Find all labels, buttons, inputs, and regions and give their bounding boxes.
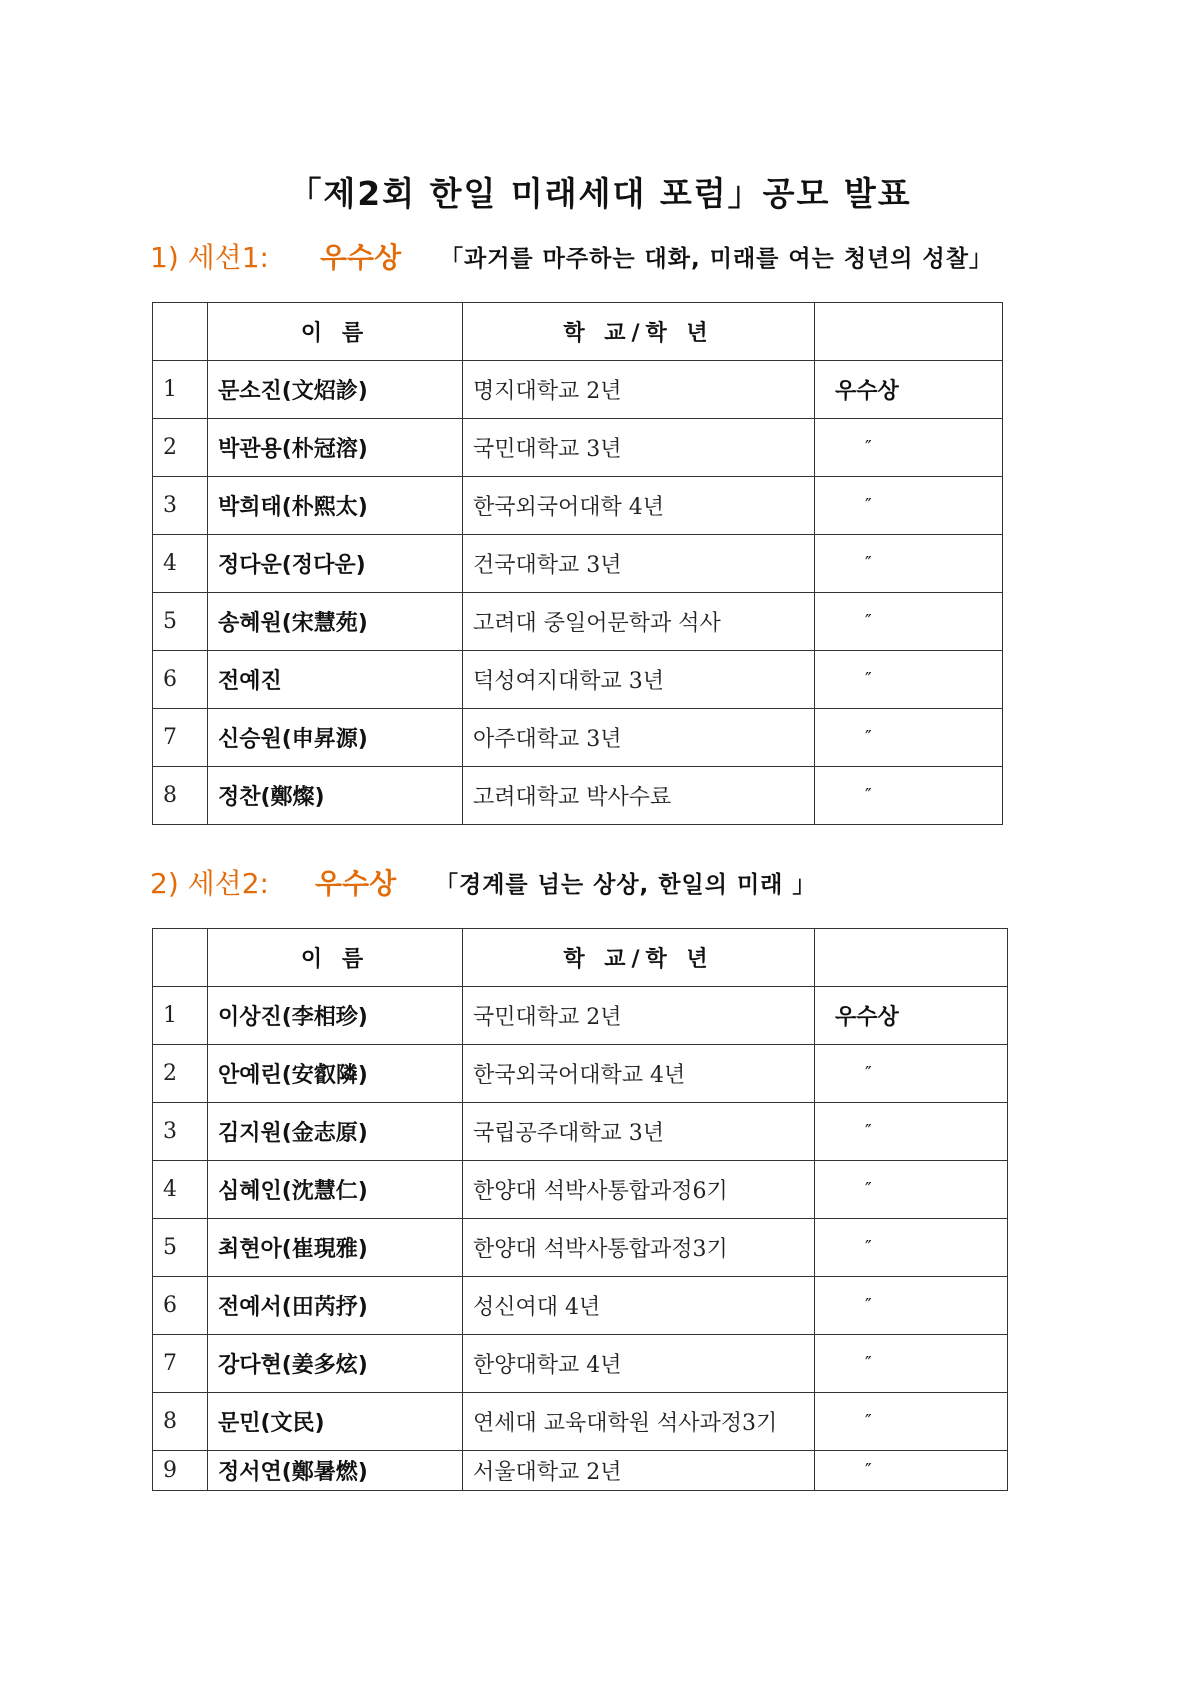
session-2-heading bbox=[150, 862, 1110, 906]
school-year: 덕성여지대학교 3년 bbox=[463, 651, 815, 709]
school-year: 명지대학교 2년 bbox=[463, 361, 815, 419]
table-row bbox=[153, 1277, 1008, 1335]
school-year: 서울대학교 2년 bbox=[463, 1451, 815, 1491]
session-1-table bbox=[152, 302, 1003, 825]
table-row bbox=[153, 535, 1003, 593]
ditto-mark: ″ bbox=[815, 651, 1003, 709]
ditto-mark: ″ bbox=[815, 535, 1003, 593]
table-row bbox=[153, 709, 1003, 767]
table-row bbox=[153, 1103, 1008, 1161]
ditto-mark: ″ bbox=[815, 477, 1003, 535]
table-row bbox=[153, 419, 1003, 477]
winner-name: 이상진(李相珍) bbox=[208, 987, 463, 1045]
header-name: 이 름 bbox=[208, 303, 463, 361]
school-year: 연세대 교육대학원 석사과정3기 bbox=[463, 1393, 815, 1451]
ditto-mark: ″ bbox=[815, 1335, 1008, 1393]
winner-name: 문소진(文炤診) bbox=[208, 361, 463, 419]
row-number: 6 bbox=[153, 1277, 208, 1335]
ditto-mark: ″ bbox=[815, 709, 1003, 767]
winner-name: 전예서(田芮抒) bbox=[208, 1277, 463, 1335]
session-2-award: 우수상 bbox=[315, 867, 397, 900]
ditto-mark: ″ bbox=[815, 1451, 1008, 1491]
winner-name: 심혜인(沈慧仁) bbox=[208, 1161, 463, 1219]
row-number: 7 bbox=[153, 1335, 208, 1393]
table-row bbox=[153, 477, 1003, 535]
table-row bbox=[153, 1219, 1008, 1277]
table-row bbox=[153, 1393, 1008, 1451]
winner-name: 전예진 bbox=[208, 651, 463, 709]
school-year: 한양대 석박사통합과정6기 bbox=[463, 1161, 815, 1219]
ditto-mark: ″ bbox=[815, 1103, 1008, 1161]
session-1-award: 우수상 bbox=[320, 241, 402, 274]
school-year: 고려대 중일어문학과 석사 bbox=[463, 593, 815, 651]
winner-name: 안예린(安叡隣) bbox=[208, 1045, 463, 1103]
row-number: 8 bbox=[153, 767, 208, 825]
school-year: 아주대학교 3년 bbox=[463, 709, 815, 767]
table-row bbox=[153, 1451, 1008, 1491]
winner-name: 김지원(金志原) bbox=[208, 1103, 463, 1161]
ditto-mark: ″ bbox=[815, 419, 1003, 477]
school-year: 한양대학교 4년 bbox=[463, 1335, 815, 1393]
session-2-table bbox=[152, 928, 1008, 1491]
row-number: 3 bbox=[153, 477, 208, 535]
table-row bbox=[153, 593, 1003, 651]
ditto-mark: ″ bbox=[815, 767, 1003, 825]
row-number: 8 bbox=[153, 1393, 208, 1451]
winner-name: 박희태(朴熙太) bbox=[208, 477, 463, 535]
row-number: 1 bbox=[153, 361, 208, 419]
row-number: 5 bbox=[153, 593, 208, 651]
table-row bbox=[153, 987, 1008, 1045]
row-number: 4 bbox=[153, 535, 208, 593]
row-number: 7 bbox=[153, 709, 208, 767]
school-year: 국민대학교 2년 bbox=[463, 987, 815, 1045]
winner-name: 신승원(申昇源) bbox=[208, 709, 463, 767]
winner-name: 정찬(鄭燦) bbox=[208, 767, 463, 825]
header-name: 이 름 bbox=[208, 929, 463, 987]
ditto-mark: ″ bbox=[815, 1045, 1008, 1103]
school-year: 고려대학교 박사수료 bbox=[463, 767, 815, 825]
winner-name: 최현아(崔現雅) bbox=[208, 1219, 463, 1277]
row-number: 6 bbox=[153, 651, 208, 709]
table-header-row bbox=[153, 929, 1008, 987]
header-prize bbox=[815, 929, 1008, 987]
winner-name: 정서연(鄭暑燃) bbox=[208, 1451, 463, 1491]
session-2-number: 2) 세션2: bbox=[150, 867, 269, 900]
table-row bbox=[153, 767, 1003, 825]
ditto-mark: ″ bbox=[815, 1277, 1008, 1335]
prize-label: 우수상 bbox=[815, 361, 1003, 419]
header-school: 학 교/학 년 bbox=[463, 303, 815, 361]
ditto-mark: ″ bbox=[815, 1161, 1008, 1219]
school-year: 한국외국어대학교 4년 bbox=[463, 1045, 815, 1103]
header-prize bbox=[815, 303, 1003, 361]
row-number: 1 bbox=[153, 987, 208, 1045]
winner-name: 강다현(姜多炫) bbox=[208, 1335, 463, 1393]
table-row bbox=[153, 1335, 1008, 1393]
table-header-row bbox=[153, 303, 1003, 361]
table-row bbox=[153, 361, 1003, 419]
header-no bbox=[153, 303, 208, 361]
winner-name: 문민(文民) bbox=[208, 1393, 463, 1451]
session-2-theme: 「경계를 넘는 상상, 한일의 미래 」 bbox=[435, 872, 817, 898]
document-title: 「제2회 한일 미래세대 포럼」공모 발표 bbox=[288, 174, 912, 213]
winner-name: 박관용(朴冠溶) bbox=[208, 419, 463, 477]
school-year: 성신여대 4년 bbox=[463, 1277, 815, 1335]
session-1-number: 1) 세션1: bbox=[150, 241, 269, 274]
ditto-mark: ″ bbox=[815, 1219, 1008, 1277]
school-year: 국립공주대학교 3년 bbox=[463, 1103, 815, 1161]
row-number: 2 bbox=[153, 1045, 208, 1103]
session-1-heading bbox=[150, 236, 1110, 280]
session-1-theme: 「과거를 마주하는 대화, 미래를 여는 청년의 성찰」 bbox=[440, 246, 993, 272]
prize-label: 우수상 bbox=[815, 987, 1008, 1045]
winner-name: 송혜원(宋慧苑) bbox=[208, 593, 463, 651]
row-number: 3 bbox=[153, 1103, 208, 1161]
school-year: 건국대학교 3년 bbox=[463, 535, 815, 593]
school-year: 한양대 석박사통합과정3기 bbox=[463, 1219, 815, 1277]
ditto-mark: ″ bbox=[815, 593, 1003, 651]
header-no bbox=[153, 929, 208, 987]
table-row bbox=[153, 651, 1003, 709]
row-number: 4 bbox=[153, 1161, 208, 1219]
school-year: 국민대학교 3년 bbox=[463, 419, 815, 477]
ditto-mark: ″ bbox=[815, 1393, 1008, 1451]
row-number: 9 bbox=[153, 1451, 208, 1491]
school-year: 한국외국어대학 4년 bbox=[463, 477, 815, 535]
row-number: 5 bbox=[153, 1219, 208, 1277]
table-row bbox=[153, 1045, 1008, 1103]
header-school: 학 교/학 년 bbox=[463, 929, 815, 987]
row-number: 2 bbox=[153, 419, 208, 477]
table-row bbox=[153, 1161, 1008, 1219]
winner-name: 정다운(정다운) bbox=[208, 535, 463, 593]
